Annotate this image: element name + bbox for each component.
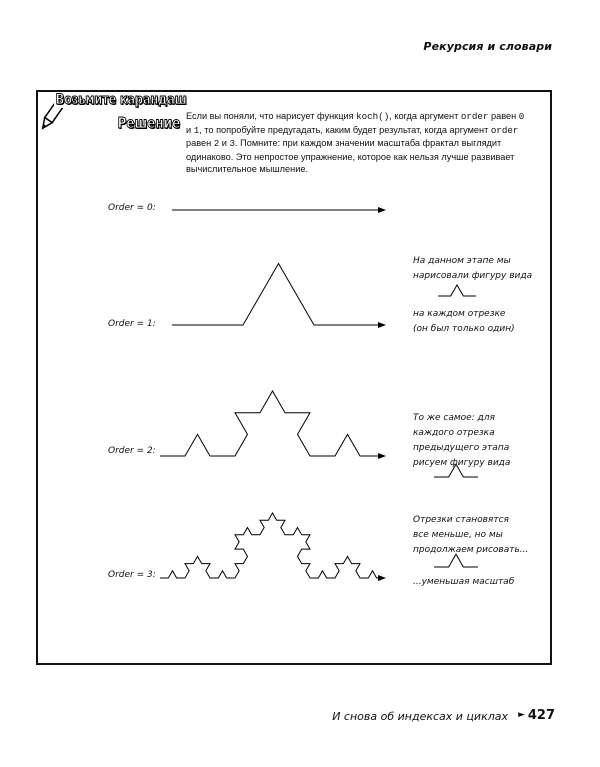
order-2-label: Order = 2: [108,446,156,456]
code-order: order [460,111,489,122]
code-koch: koch() [356,111,390,122]
footer-arrow-icon: ► [518,710,525,720]
chapter-title: Рекурсия и словари [423,40,552,53]
code-zero: 0 [518,111,525,122]
koch-curve-order-3 [160,513,385,578]
intro-text: , когда аргумент [389,111,461,121]
koch-curve-order-2 [160,391,385,456]
badge-title: Возьмите карандаш [55,92,187,108]
note-line: продолжаем рисовать... [413,545,529,555]
note-line: На данном этапе мы [413,256,511,266]
note-line: на каждом отрезке [413,309,506,319]
footer-section-title: И снова об индексах и циклах [332,710,508,723]
order-1-label: Order = 1: [108,319,156,329]
intro-text: равен [186,138,214,148]
code-three: 3 [229,138,236,149]
intro-text: равен [488,111,519,121]
note-line: все меньше, но мы [413,530,503,540]
note-line: нарисовали фигуру вида [413,271,533,281]
note-line: рисуем фигуру вида [413,458,511,468]
note-line: каждого отрезка [413,428,495,438]
intro-text: , то попробуйте предугадать, каким будет результат, когда аргумент [199,124,491,135]
note-order-3-top [413,513,553,558]
code-one: 1 [193,124,200,136]
note-order-1-top [413,254,553,284]
order-3-label: Order = 3: [108,570,156,580]
note-order-2 [413,411,553,471]
intro-text: Если вы поняли, что нарисует функция [186,111,357,121]
note-order-1-bottom [413,307,553,337]
mini-koch-shape [438,285,476,296]
intro-text: . Помните: при каждом значении масштаба фрактал выглядит одинаково. Это непростое упражнение, которое как нельзя лучше развивает вычислительное мышление. [186,138,515,174]
koch-curve-order-1 [172,264,385,325]
note-line: ...уменьшая масштаб [413,577,515,587]
note-line: То же самое: для [413,413,495,423]
note-line: Отрезки становятся [413,515,509,525]
note-line: (он был только один) [413,324,515,334]
intro-text: и [219,138,230,148]
order-0-label: Order = 0: [108,203,156,213]
code-two: 2 [213,138,220,149]
note-order-3-bottom [413,575,553,590]
page-number: 427 [527,708,555,723]
code-order: order [490,124,519,136]
intro-text: и [186,124,194,135]
note-line: предыдущего этапа [413,443,510,453]
badge-subtitle: Решение [117,114,181,132]
